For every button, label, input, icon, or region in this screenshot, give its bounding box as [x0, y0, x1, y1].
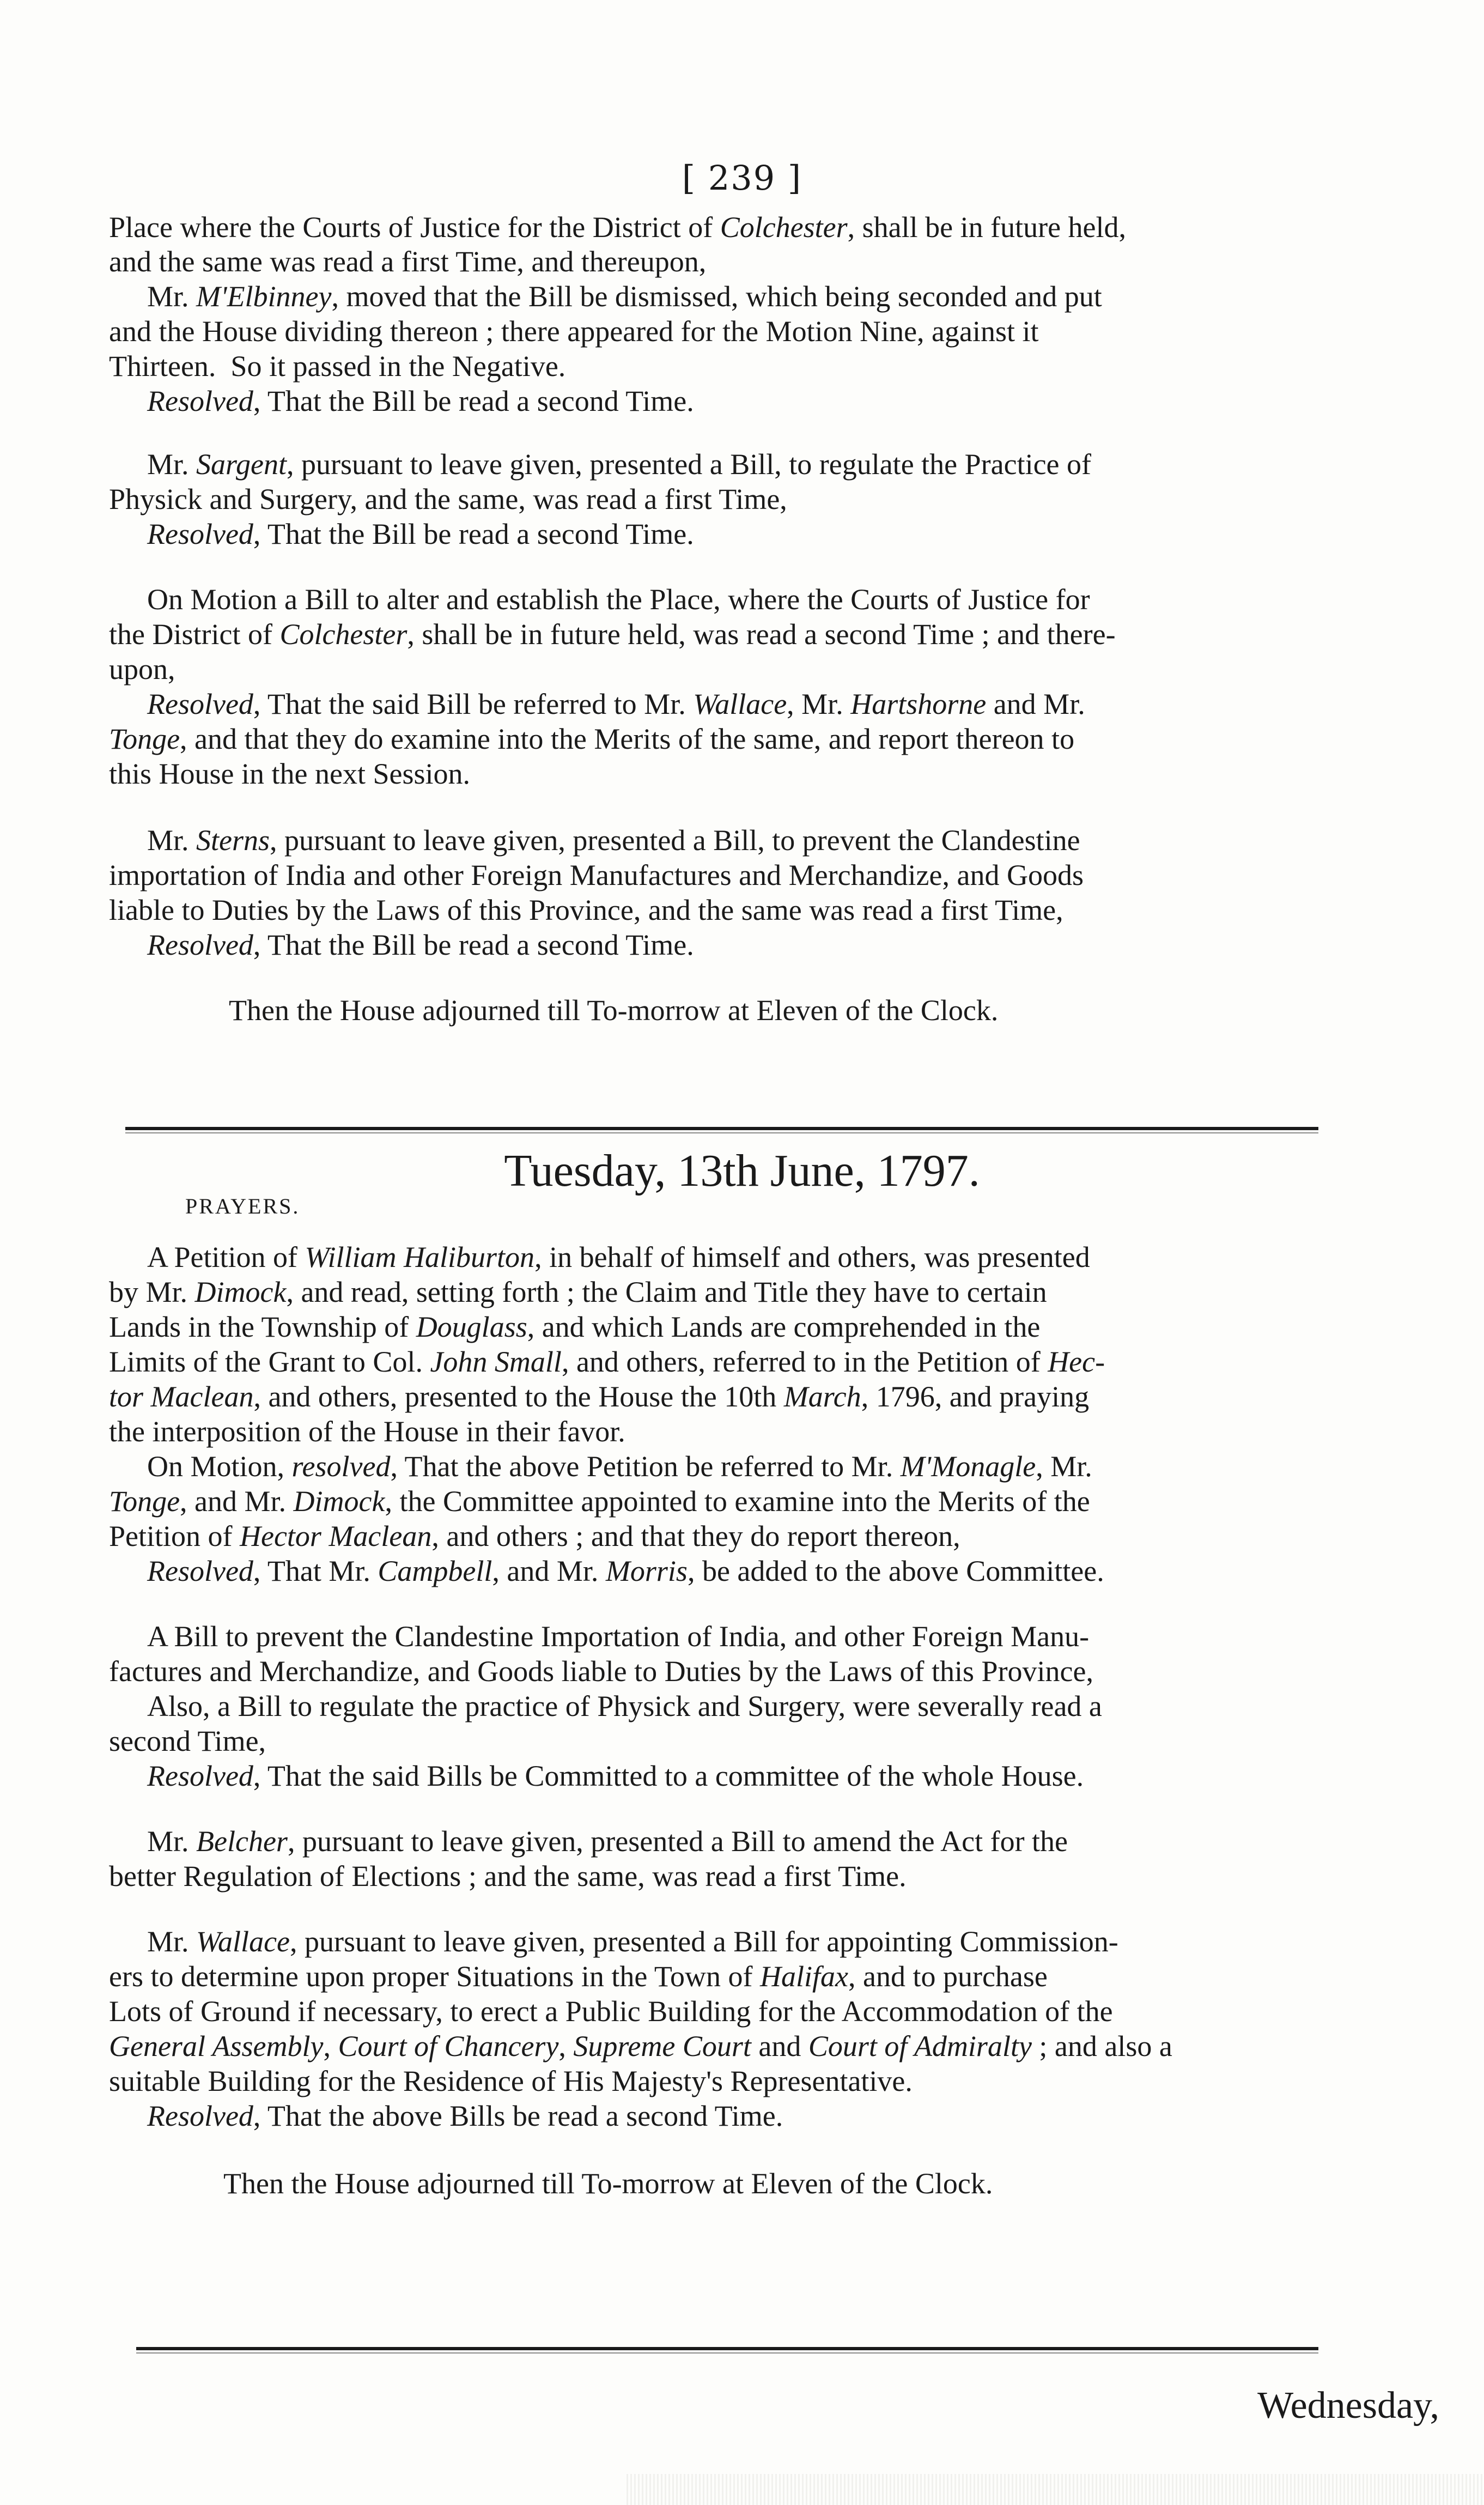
text-segment: , That the Bill be read a second Time. — [253, 518, 694, 550]
text-segment: Lands in the Township of — [109, 1311, 416, 1343]
italic-text: resolved — [291, 1450, 391, 1483]
text-segment: On Motion, — [147, 1450, 292, 1483]
text-segment: , That the said Bills be Committed to a committee of the whole House. — [253, 1760, 1084, 1792]
text-segment: Physick and Surgery, and the same, was read a first Time, — [109, 483, 787, 515]
text-line — [147, 517, 694, 551]
text-segment: , and Mr. — [492, 1555, 606, 1587]
text-line — [109, 858, 1084, 893]
italic-text: General Assembly — [109, 2030, 324, 2063]
text-line — [229, 993, 998, 1028]
text-segment: , That the Bill be read a second Time. — [253, 385, 694, 417]
text-segment: A Bill to prevent the Clandestine Importation of India, and other Foreign Manu- — [147, 1620, 1090, 1653]
text-line — [147, 384, 694, 418]
text-segment: , the Committee appointed to examine into the Merits of the — [385, 1485, 1090, 1518]
italic-text: Tonge — [109, 1485, 180, 1518]
italic-text: tor Maclean — [109, 1380, 254, 1413]
text-segment: , and others, presented to the House the 10th — [253, 1380, 784, 1413]
italic-text: Douglass — [416, 1311, 527, 1343]
italic-text: Hec- — [1048, 1345, 1105, 1378]
text-line — [109, 721, 1074, 756]
section-rule — [125, 1127, 1318, 1130]
text-segment: the interposition of the House in their favor. — [109, 1415, 625, 1448]
italic-text: Resolved — [147, 929, 253, 961]
text-line — [147, 687, 1085, 721]
text-segment: ; and also a — [1031, 2030, 1172, 2063]
italic-text: Resolved — [147, 2100, 253, 2132]
text-segment: , and others ; and that they do report thereon, — [431, 1520, 960, 1552]
text-line — [147, 279, 1102, 314]
prayers-label: PRAYERS. — [185, 1194, 300, 1218]
text-line — [147, 1924, 1118, 1959]
text-segment: Mr. — [147, 448, 197, 481]
text-segment: , shall be in future held, was read a second Time ; and there- — [407, 618, 1116, 651]
text-line — [109, 314, 1039, 349]
text-line — [147, 2098, 783, 2133]
text-segment: Mr. — [147, 280, 197, 313]
text-segment: , That the said Bill be referred to Mr. — [253, 688, 694, 720]
text-line — [109, 1344, 1105, 1379]
text-line — [109, 1724, 266, 1758]
catchword: Wednesday, — [1257, 2385, 1439, 2427]
text-segment: better Regulation of Elections ; and the same, was read a first Time. — [109, 1860, 907, 1893]
date-heading: Tuesday, 13th June, 1797. — [504, 1145, 980, 1196]
text-line — [147, 1449, 1092, 1484]
text-segment: by Mr. — [109, 1276, 195, 1308]
italic-text: Morris — [605, 1555, 688, 1587]
text-line — [109, 210, 1126, 245]
text-line — [109, 1275, 1047, 1309]
text-line — [109, 2029, 1172, 2064]
text-line — [147, 447, 1091, 482]
text-line — [109, 1519, 960, 1554]
text-line — [109, 893, 1063, 927]
text-line — [109, 349, 565, 384]
italic-text: Wallace — [196, 1925, 290, 1958]
italic-text: Resolved — [147, 1555, 253, 1587]
text-segment: , 1796, and praying — [861, 1380, 1090, 1413]
text-line — [109, 482, 787, 517]
text-segment: , shall be in future held, — [847, 211, 1127, 244]
text-segment: and — [751, 2030, 808, 2063]
text-line — [109, 1484, 1090, 1519]
text-segment: second Time, — [109, 1725, 266, 1757]
italic-text: M'Monagle — [900, 1450, 1036, 1483]
italic-text: Supreme Court — [573, 2030, 751, 2063]
italic-text: Sterns — [196, 824, 270, 857]
text-segment: , Mr. — [787, 688, 851, 720]
text-segment: , Mr. — [1036, 1450, 1092, 1483]
italic-text: Hartshorne — [850, 688, 987, 720]
text-line — [109, 1309, 1040, 1344]
text-segment: Then the House adjourned till To-morrow at Eleven of the Clock. — [223, 2167, 993, 2200]
text-line — [147, 1619, 1089, 1654]
italic-text: Resolved — [147, 688, 253, 720]
text-segment: and Mr. — [986, 688, 1085, 720]
text-segment: importation of India and other Foreign Manufactures and Merchandize, and Goods — [109, 859, 1084, 891]
italic-text: Campbell — [378, 1555, 492, 1587]
text-segment: , pursuant to leave given, presented a Bill, to prevent the Clandestine — [270, 824, 1080, 857]
text-line — [147, 582, 1090, 617]
text-line — [109, 1654, 1093, 1689]
text-line — [109, 1994, 1113, 2029]
text-segment: , pursuant to leave given, presented a Bill to amend the Act for the — [287, 1825, 1068, 1858]
text-segment: A Petition of — [147, 1241, 305, 1273]
text-segment: , and Mr. — [180, 1485, 294, 1518]
text-segment: , and to purchase — [848, 1960, 1048, 1993]
italic-text: Tonge — [109, 723, 180, 755]
text-segment: the District of — [109, 618, 280, 651]
text-line — [109, 652, 175, 687]
text-segment: upon, — [109, 653, 175, 686]
text-line — [147, 1824, 1068, 1859]
text-line — [109, 1859, 907, 1894]
text-line — [223, 2166, 993, 2201]
italic-text: Resolved — [147, 1760, 253, 1792]
text-segment: , and which Lands are comprehended in the — [527, 1311, 1041, 1343]
italic-text: Halifax — [760, 1960, 848, 1993]
text-segment: liable to Duties by the Laws of this Province, and the same was read a first Time, — [109, 894, 1063, 926]
text-segment: , and read, setting forth ; the Claim and Title they have to certain — [286, 1276, 1047, 1308]
text-line — [109, 756, 470, 791]
text-segment: , That the Bill be read a second Time. — [253, 929, 694, 961]
italic-text: William Haliburton — [305, 1241, 535, 1273]
text-segment: , and others, referred to in the Petition of — [561, 1345, 1048, 1378]
text-segment: , — [558, 2030, 574, 2063]
text-segment: Thirteen. So it passed in the Negative. — [109, 350, 566, 383]
text-segment: Also, a Bill to regulate the practice of Physick and Surgery, were severally read a — [147, 1690, 1102, 1722]
text-segment: , That the above Bills be read a second Time. — [253, 2100, 783, 2132]
text-segment: , in behalf of himself and others, was presented — [534, 1241, 1090, 1273]
text-segment: , That Mr. — [253, 1555, 378, 1587]
text-segment: and the same was read a first Time, and thereupon, — [109, 245, 707, 278]
italic-text: Colchester — [279, 618, 408, 651]
italic-text: Belcher — [196, 1825, 288, 1858]
italic-text: Court of Chancery — [338, 2030, 559, 2063]
bottom-rule-thin — [136, 2352, 1318, 2354]
text-segment: , pursuant to leave given, presented a Bill for appointing Commission- — [290, 1925, 1118, 1958]
text-segment: , That the above Petition be referred to Mr. — [390, 1450, 901, 1483]
italic-text: March — [783, 1380, 861, 1413]
text-segment: Place where the Courts of Justice for the District of — [109, 211, 720, 244]
text-segment: this House in the next Session. — [109, 757, 470, 790]
italic-text: Wallace — [693, 688, 787, 720]
italic-text: Hector Maclean — [240, 1520, 432, 1552]
text-segment: Petition of — [109, 1520, 240, 1552]
italic-text: Colchester — [720, 211, 848, 244]
italic-text: Sargent — [196, 448, 287, 481]
italic-text: Resolved — [147, 385, 253, 417]
italic-text: Dimock — [194, 1276, 287, 1308]
text-segment: , and that they do examine into the Merits of the same, and report thereon to — [180, 723, 1075, 755]
text-segment: factures and Merchandize, and Goods liable to Duties by the Laws of this Province, — [109, 1655, 1093, 1688]
text-segment: , — [323, 2030, 338, 2063]
text-line — [109, 1379, 1089, 1414]
text-segment: suitable Building for the Residence of His Majesty's Representative. — [109, 2065, 913, 2097]
scan-noise — [627, 2474, 1484, 2505]
text-line — [109, 1959, 1048, 1994]
text-line — [147, 1554, 1104, 1588]
text-line — [109, 244, 706, 279]
italic-text: Dimock — [293, 1485, 385, 1518]
bottom-rule — [136, 2347, 1318, 2350]
text-segment: Mr. — [147, 1825, 197, 1858]
italic-text: Resolved — [147, 518, 253, 550]
text-segment: ers to determine upon proper Situations in the Town of — [109, 1960, 761, 1993]
text-segment: Lots of Ground if necessary, to erect a Public Building for the Accommodation of the — [109, 1995, 1113, 2028]
text-segment: Limits of the Grant to Col. — [109, 1345, 430, 1378]
italic-text: John Small — [430, 1345, 562, 1378]
text-segment: , be added to the above Committee. — [687, 1555, 1104, 1587]
text-segment: and the House dividing thereon ; there appeared for the Motion Nine, against it — [109, 315, 1039, 348]
page-number: [ 239 ] — [682, 158, 802, 198]
section-rule-thin — [125, 1132, 1318, 1133]
text-segment: Mr. — [147, 824, 197, 857]
text-segment: , moved that the Bill be dismissed, which being seconded and put — [331, 280, 1102, 313]
text-line — [147, 927, 694, 962]
text-line — [147, 1758, 1084, 1793]
text-line — [147, 1240, 1090, 1275]
text-segment: On Motion a Bill to alter and establish the Place, where the Courts of Justice for — [147, 583, 1090, 616]
text-segment: Mr. — [147, 1925, 197, 1958]
italic-text: Court of Admiralty — [808, 2030, 1032, 2063]
text-segment: , pursuant to leave given, presented a Bill, to regulate the Practice of — [287, 448, 1091, 481]
italic-text: M'Elbinney — [196, 280, 332, 313]
text-line — [109, 2064, 913, 2098]
text-line — [109, 617, 1116, 652]
text-line — [147, 823, 1080, 858]
text-line — [147, 1689, 1102, 1724]
text-segment: Then the House adjourned till To-morrow at Eleven of the Clock. — [229, 994, 999, 1027]
text-line — [109, 1414, 625, 1449]
